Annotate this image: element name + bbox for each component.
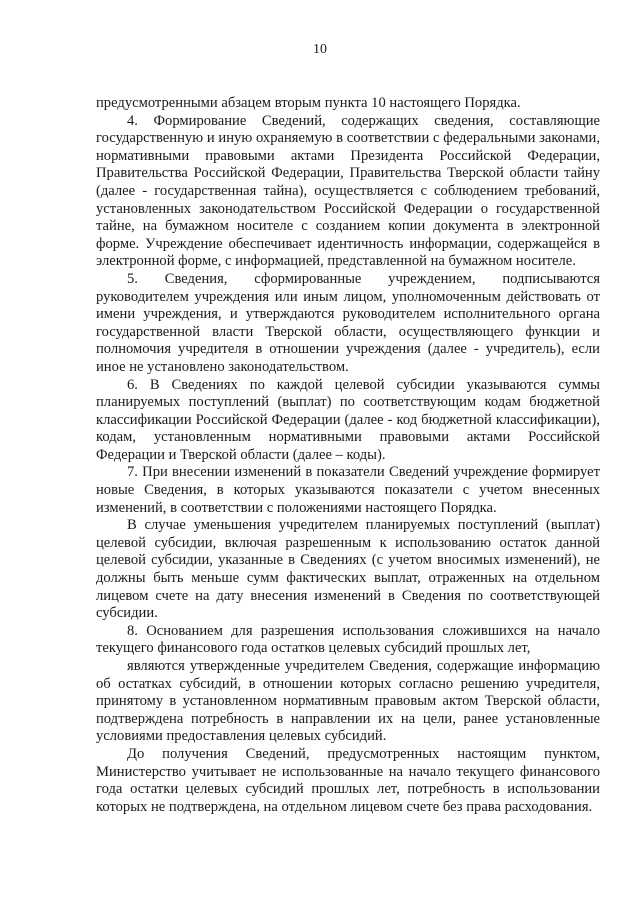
document-body [96,95,600,816]
paragraph-continuation: предусмотренными абзацем вторым пункта 10 настоящего Порядка. [96,95,521,111]
paragraph-before-receipt: До получения Сведений, предусмотренных настоящим пунктом, Министерство учитывает не использованные на начало текущего финансового года остатки целевых субсидий прошлых лет, потребность в использовании которых не подтверждена, на отдельном лицевом счете без права расходования. [96,745,600,815]
paragraph-item-6: 6. В Сведениях по каждой целевой субсидии указываются суммы планируемых поступлений (выплат) по соответствующим кодам бюджетной классификации Российской Федерации (далее - код бюджетной классификации), кодам, установленным нормативными правовыми актами Российской Федерации и Тверской области (далее – коды). [96,376,600,463]
paragraph-item-8: 8. Основанием для разрешения использования сложившихся на начало текущего финансового года остатков целевых субсидий прошлых лет, [96,622,600,657]
paragraph-item-7: 7. При внесении изменений в показатели Сведений учреждение формирует новые Сведения, в которых указываются показатели с учетом внесенных изменений, в соответствии с положениями настоящего Порядка. [96,464,600,516]
paragraph-item-4: 4. Формирование Сведений, содержащих сведения, составляющие государственную и иную охраняемую в соответствии с федеральными законами, нормативными правовыми актами Президента Российской Федерации, Правительства Российской Федерации, Правительства Тверской области тайну (далее - государственная тайна), осуществляется с соблюдением требований, установленных законодательством Российской Федерации о государственной тайне, на бумажном носителе с созданием копии документа в электронной форме. Учреждение обеспечивает идентичность информации, содержащейся в электронной форме, с информацией, представленной на бумажном носителе. [96,112,600,270]
paragraph-item-5: 5. Сведения, сформированные учреждением, подписываются руководителем учреждения или иным лицом, уполномоченным действовать от имени учреждения, и утверждаются руководителем исполнительного органа государственной власти Тверской области, осуществляющего функции и полномочия учредителя в отношении учреждения (далее - учредитель), если иное не установлено законодательством. [96,270,600,375]
page-number: 10 [313,42,327,57]
paragraph-reduction-case: В случае уменьшения учредителем планируемых поступлений (выплат) целевой субсидии, включая разрешенным к использованию остаток данной целевой субсидии, указанные в Сведениях (с учетом вносимых изменений), не должны быть меньше сумм фактических выплат, отраженных на отдельном лицевом счете на дату внесения изменений в Сведения по соответствующей субсидии. [96,517,600,622]
paragraph-item-8-continued: являются утвержденные учредителем Сведения, содержащие информацию об остатках субсидий, в отношении которых согласно решению учредителя, принятому в установленном нормативным правовым актом Тверской области, подтверждена потребность в направлении их на цели, ранее установленные условиями предоставления целевых субсидий. [96,658,600,745]
